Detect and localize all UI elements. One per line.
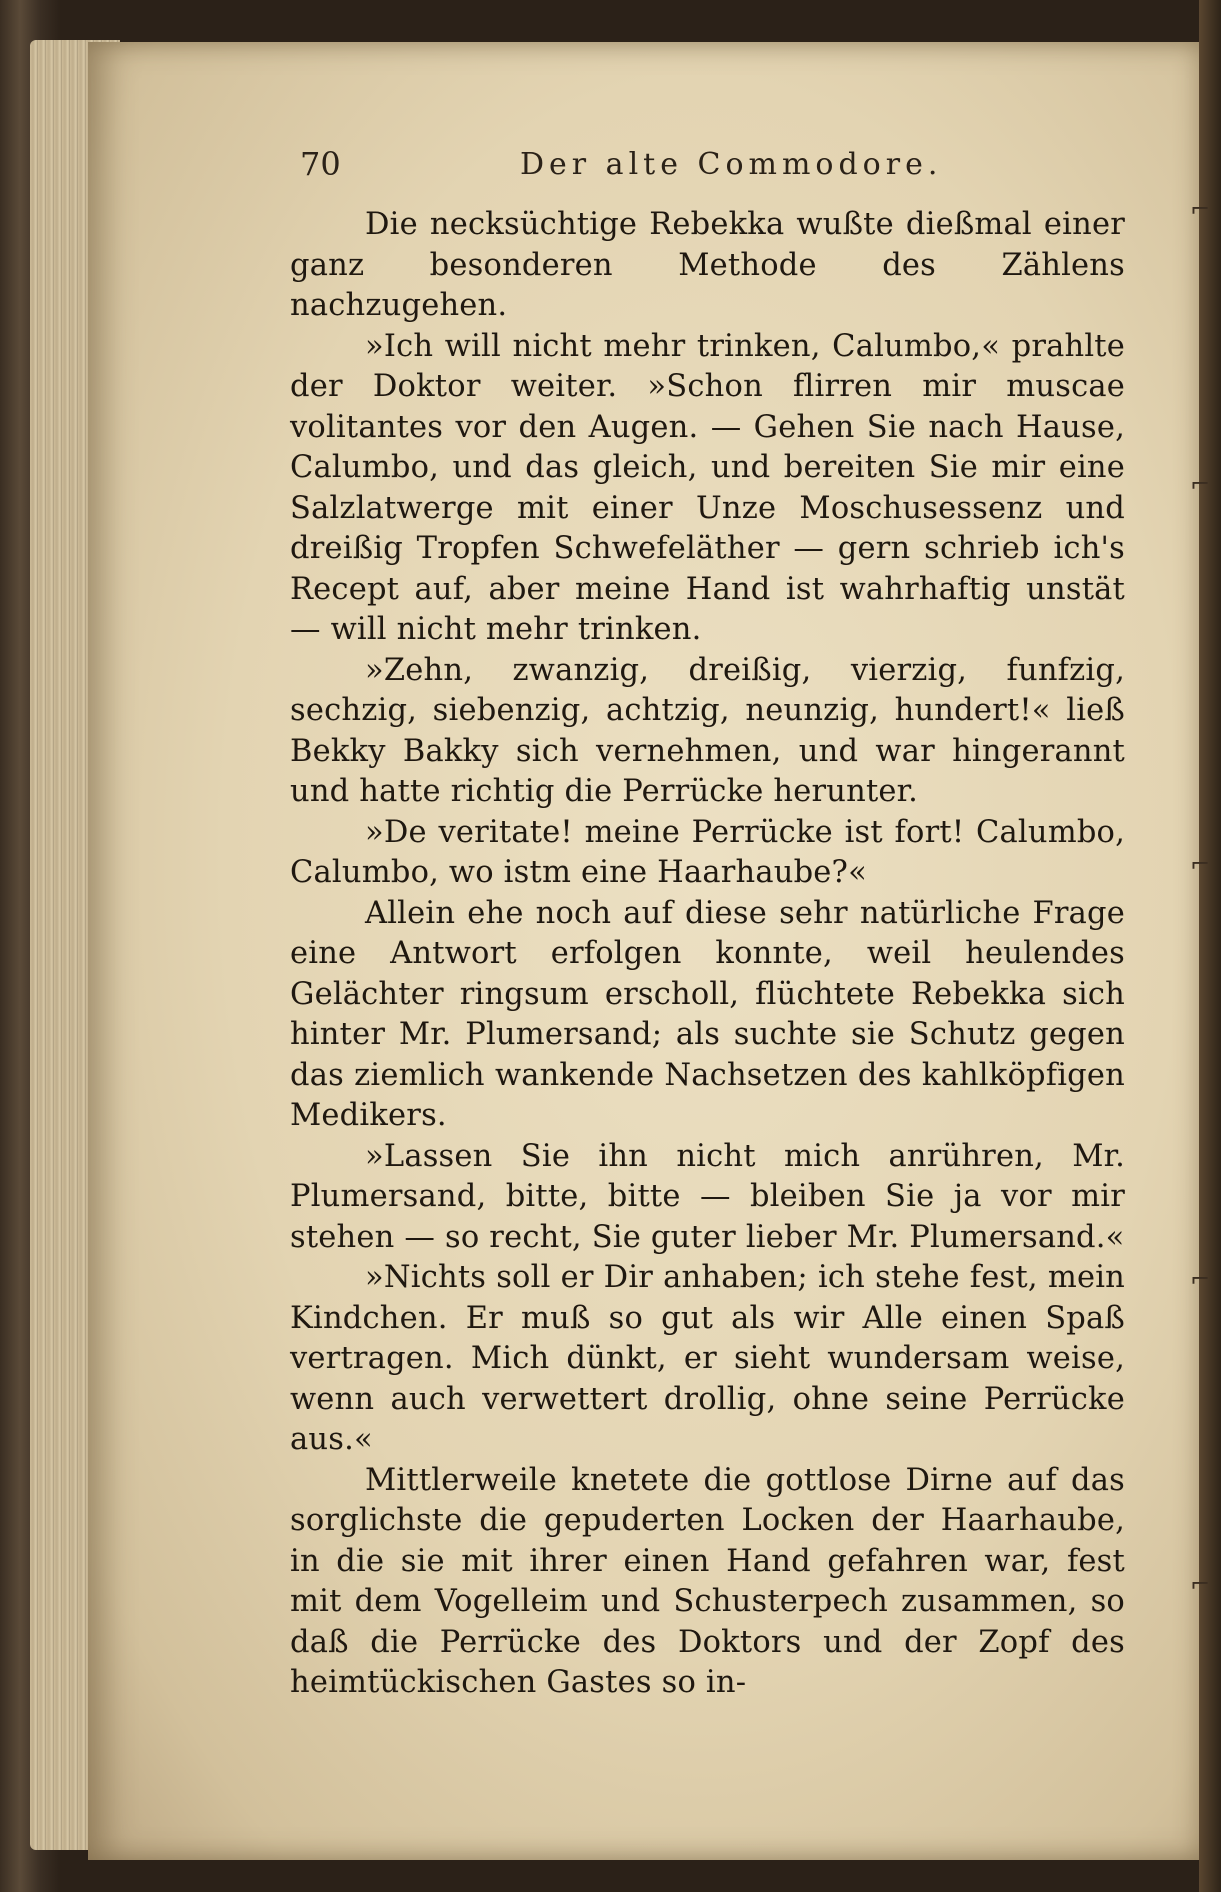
page-number: 70 <box>300 145 341 183</box>
paragraph: »De veritate! meine Perrücke ist fort! Calumbo, Calumbo, wo istm eine Haarhaube?« <box>290 814 1125 890</box>
margin-mark: ⌐ <box>1190 195 1211 223</box>
running-title: Der alte Commodore. <box>520 147 943 182</box>
body-text <box>290 205 1125 1704</box>
margin-mark: ⌐ <box>1190 1265 1211 1293</box>
paragraph: Die necksüchtige Rebekka wußte dießmal einer ganz besonderen Methode des Zählens nachzugehen. <box>290 207 1125 323</box>
paragraph: »Ich will nicht mehr trinken, Calumbo,« prahlte der Doktor weiter. »Schon flirren mir muscae volitantes vor den Augen. — Gehen Sie nach Hause, Calumbo, und das gleich, und bereiten Sie mir eine Salzlatwerge mit einer Unze Moschusessenz und dreißig Tropfen Schwefeläther — gern schrieb ich's Recept auf, aber meine Hand ist wahrhaftig unstät — will nicht mehr trinken. <box>290 328 1125 647</box>
paragraph: »Nichts soll er Dir anhaben; ich stehe fest, mein Kindchen. Er muß so gut als wir Alle einen Spaß vertragen. Mich dünkt, er sieht wundersam weise, wenn auch verwettert drollig, ohne seine Perrücke aus.« <box>290 1260 1125 1457</box>
margin-mark: ⌐ <box>1190 470 1211 498</box>
page-header <box>300 145 1130 195</box>
paragraph: »Zehn, zwanzig, dreißig, vierzig, funfzig, sechzig, siebenzig, achtzig, neunzig, hundert!« ließ Bekky Bakky sich vernehmen, und war hingerannt und hatte richtig die Perrücke herunter. <box>290 652 1125 809</box>
paragraph: Mittlerweile knetete die gottlose Dirne auf das sorglichste die gepuderten Locken der Haarhaube, in die sie mit ihrer einen Hand gefahren war, fest mit dem Vogelleim und Schusterpech zusammen, so daß die Perrücke des Doktors und der Zopf des heimtückischen Gastes so in- <box>290 1462 1125 1700</box>
paragraph: Allein ehe noch auf diese sehr natürliche Frage eine Antwort erfolgen konnte, weil heulendes Gelächter ringsum erscholl, flüchtete Rebekka sich hinter Mr. Plumersand; als suchte sie Schutz gegen das ziemlich wankende Nachsetzen des kahlköpfigen Medikers. <box>290 895 1125 1133</box>
margin-mark: ⌐ <box>1190 850 1211 878</box>
book-cover-edge <box>1199 0 1221 1892</box>
paragraph: »Lassen Sie ihn nicht mich anrühren, Mr. Plumersand, bitte, bitte — bleiben Sie ja vor mir stehen — so recht, Sie guter lieber Mr. Plumersand.« <box>290 1138 1125 1255</box>
margin-mark: ⌐ <box>1190 1570 1211 1598</box>
